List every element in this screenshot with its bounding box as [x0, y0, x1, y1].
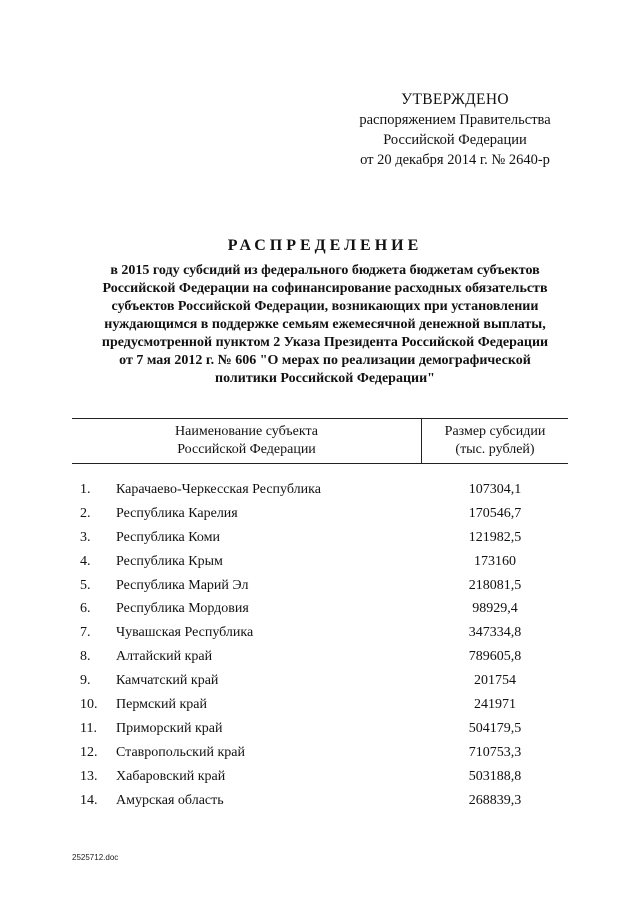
row-region: Республика Коми [116, 529, 220, 545]
row-number: 14. [80, 792, 98, 808]
row-number: 4. [80, 553, 91, 569]
row-region: Республика Карелия [116, 505, 238, 521]
table-row [72, 597, 568, 621]
row-number: 3. [80, 529, 91, 545]
row-number: 5. [80, 577, 91, 593]
row-value: 121982,5 [468, 529, 522, 545]
approval-stamp: УТВЕРЖДЕНО [401, 91, 509, 108]
table-row [72, 478, 568, 502]
header-subsidy-size [422, 419, 568, 463]
row-number: 10. [80, 696, 98, 712]
row-value: 107304,1 [468, 481, 522, 497]
table-row [72, 669, 568, 693]
document-title: РАСПРЕДЕЛЕНИЕ [227, 237, 423, 254]
row-region: Пермский край [116, 696, 207, 712]
file-name-footer: 2525712.doc [72, 853, 119, 862]
table-row [72, 621, 568, 645]
header-subsidy-size-line1: Размер субсидии [444, 424, 546, 439]
row-value: 347334,8 [468, 625, 522, 641]
row-region: Карачаево-Черкесская Республика [116, 481, 321, 497]
approval-line-1: распоряжением Правительства [359, 112, 551, 128]
row-number: 6. [80, 601, 91, 617]
header-region-name [72, 419, 422, 463]
header-region-name-line2: Российской Федерации [177, 442, 316, 457]
row-region: Хабаровский край [116, 768, 226, 784]
row-region: Амурская область [116, 792, 224, 808]
subtitle-line: нуждающимся в поддержке семьям ежемесячной денежной выплаты, [104, 317, 546, 332]
subtitle-line: субъектов Российской Федерации, возникающих при установлении [111, 299, 539, 314]
table-row [72, 645, 568, 669]
row-value: 170546,7 [468, 505, 522, 521]
subtitle-line: в 2015 году субсидий из федерального бюджета бюджетам субъектов [110, 263, 540, 278]
table-row [72, 502, 568, 526]
row-number: 12. [80, 744, 98, 760]
row-number: 8. [80, 649, 91, 665]
row-number: 11. [80, 720, 97, 736]
row-value: 201754 [474, 673, 516, 689]
row-number: 1. [80, 481, 91, 497]
header-region-name-line1: Наименование субъекта [175, 424, 318, 439]
row-region: Республика Мордовия [116, 601, 249, 617]
subsidy-table [72, 418, 568, 812]
table-body [72, 478, 568, 812]
row-region: Приморский край [116, 720, 223, 736]
approval-block [330, 90, 580, 170]
table-row [72, 550, 568, 574]
row-value: 504179,5 [468, 720, 522, 736]
header-subsidy-size-line2: (тыс. рублей) [455, 442, 535, 457]
subtitle-line: Российской Федерации на софинансирование расходных обязательств [102, 281, 548, 296]
table-header [72, 419, 568, 463]
subtitle-line: политики Российской Федерации" [215, 371, 435, 386]
row-value: 173160 [474, 553, 516, 569]
row-region: Республика Марий Эл [116, 577, 249, 593]
table-row [72, 717, 568, 741]
table-row [72, 789, 568, 813]
row-number: 7. [80, 625, 91, 641]
table-row [72, 574, 568, 598]
subtitle-line: предусмотренной пунктом 2 Указа Президента Российской Федерации [101, 335, 549, 350]
approval-line-2: Российской Федерации [383, 132, 527, 148]
row-number: 9. [80, 673, 91, 689]
table-row [72, 765, 568, 789]
row-number: 13. [80, 768, 98, 784]
row-value: 98929,4 [472, 601, 518, 617]
approval-line-3: от 20 декабря 2014 г. № 2640-р [360, 152, 550, 168]
row-region: Камчатский край [116, 673, 219, 689]
row-region: Республика Крым [116, 553, 223, 569]
table-row [72, 693, 568, 717]
row-value: 241971 [474, 696, 516, 712]
row-region: Ставропольский край [116, 744, 245, 760]
table-row [72, 741, 568, 765]
row-value: 268839,3 [468, 792, 522, 808]
table-header-rule [72, 463, 568, 464]
table-row [72, 526, 568, 550]
row-value: 503188,8 [468, 768, 522, 784]
row-value: 789605,8 [468, 649, 522, 665]
subtitle-line: от 7 мая 2012 г. № 606 "О мерах по реализации демографической [119, 353, 531, 368]
row-region: Алтайский край [116, 649, 213, 665]
row-number: 2. [80, 505, 91, 521]
row-region: Чувашская Республика [116, 625, 254, 641]
row-value: 218081,5 [468, 577, 522, 593]
document-subtitle [60, 262, 590, 388]
row-value: 710753,3 [468, 744, 522, 760]
